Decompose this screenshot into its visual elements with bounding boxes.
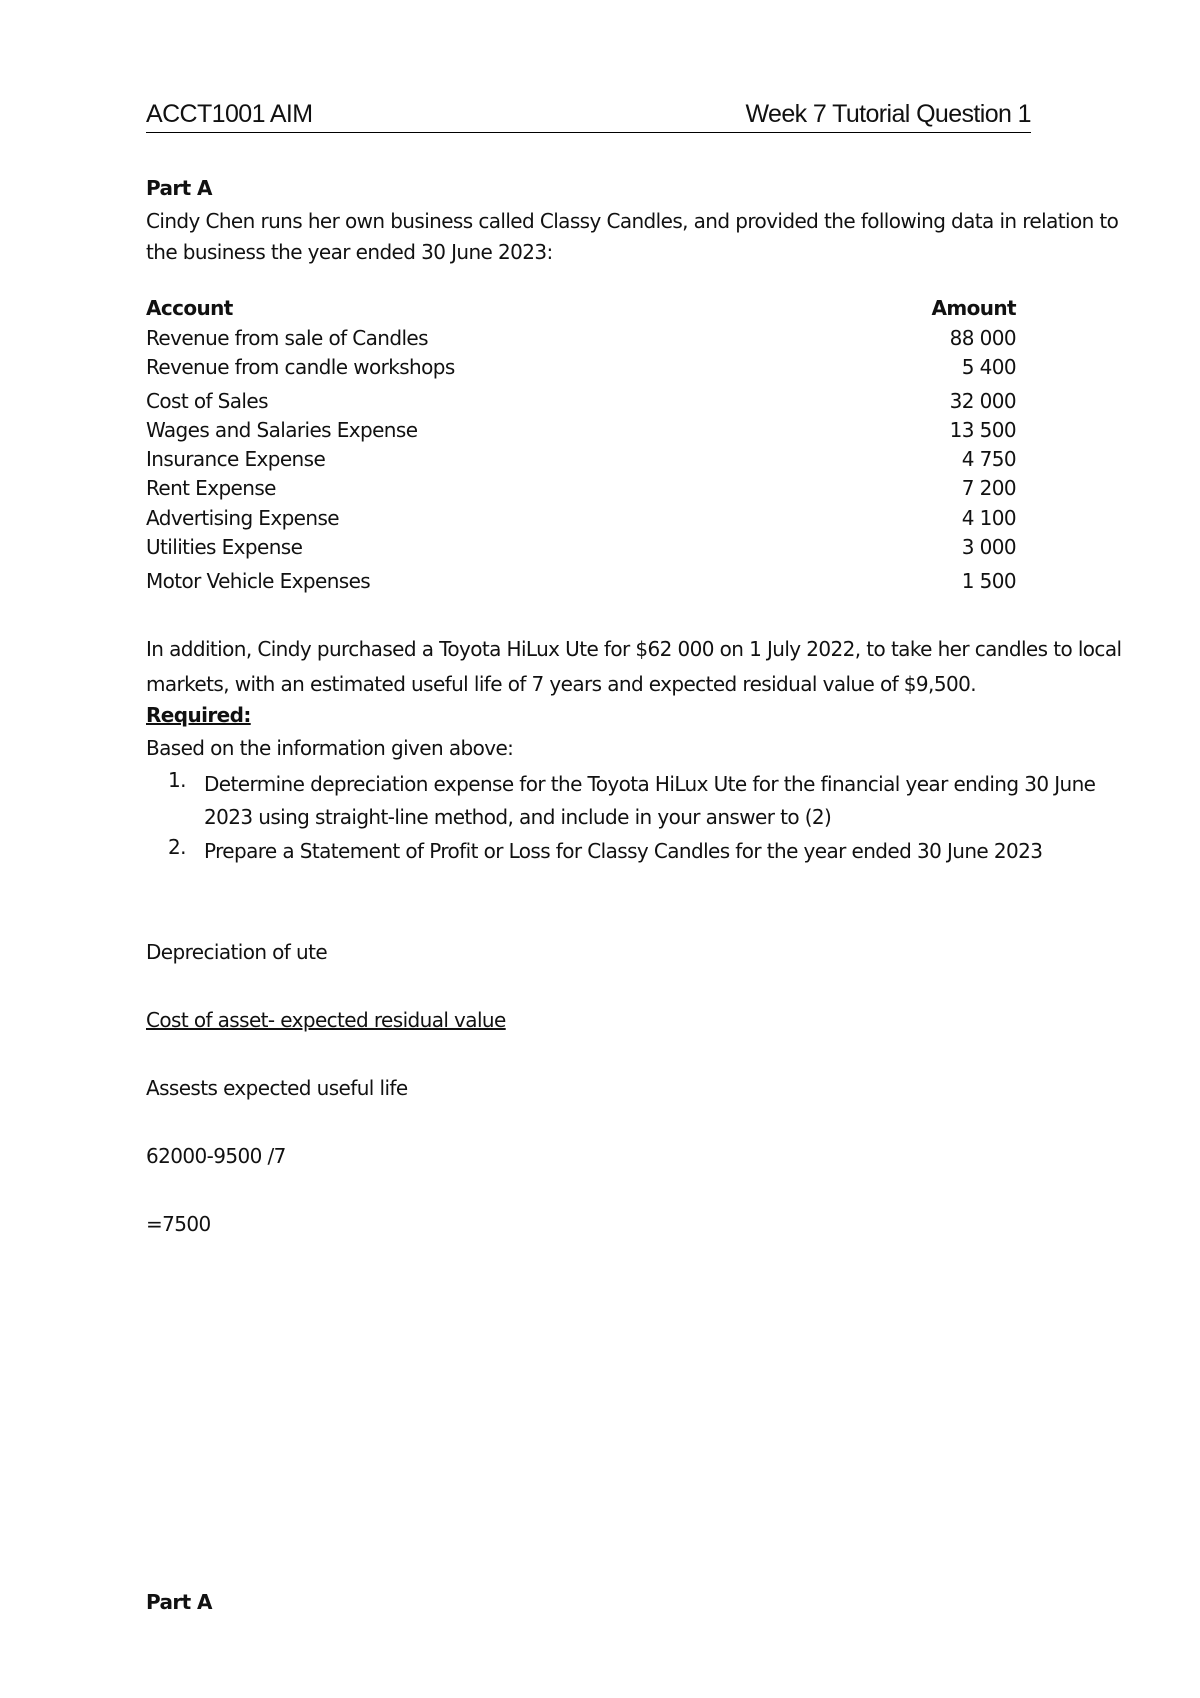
- formula-denominator: Assests expected useful life: [146, 1076, 408, 1100]
- account-amount: 4 750: [961, 447, 1016, 471]
- addition-paragraph: In addition, Cindy purchased a Toyota HiLux Ute for $62 000 on 1 July 2022, to take her candles to local markets, with an estimated useful life of 7 years and expected residual value of $9,500.: [146, 637, 1122, 696]
- account-amount: 1 500: [961, 569, 1016, 593]
- account-name: Cost of Sales: [146, 389, 268, 413]
- account-amount: 3 000: [961, 535, 1016, 559]
- table-row: [146, 476, 1016, 504]
- list-text: Prepare a Statement of Profit or Loss for Classy Candles for the year ended 30 June 2023: [204, 839, 1043, 863]
- account-name: Insurance Expense: [146, 447, 326, 471]
- course-code: ACCT1001 AIM: [146, 100, 313, 128]
- account-amount: 4 100: [961, 506, 1016, 530]
- page-header: [146, 100, 1031, 133]
- calculation: 62000-9500 /7: [146, 1144, 286, 1168]
- answer-title: Depreciation of ute: [146, 940, 328, 964]
- account-amount: 13 500: [949, 418, 1016, 442]
- table-row: [146, 535, 1016, 563]
- list-text: Determine depreciation expense for the Toyota HiLux Ute for the financial year ending 30 June 2023 using straight-line method, and include in your answer to (2): [204, 772, 1096, 829]
- table-row: [146, 447, 1016, 475]
- table-row: [146, 418, 1016, 446]
- table-header-row: [146, 296, 1016, 324]
- formula-numerator: Cost of asset- expected residual value: [146, 1008, 506, 1032]
- account-amount: 88 000: [949, 326, 1016, 350]
- required-label: Required:: [146, 703, 251, 727]
- intro-paragraph: Cindy Chen runs her own business called Classy Candles, and provided the following data in relation to the business the year ended 30 June 2023:: [146, 209, 1119, 264]
- list-number: 2.: [168, 835, 186, 859]
- column-header-amount: Amount: [931, 296, 1016, 320]
- table-row: [146, 569, 1016, 597]
- account-name: Wages and Salaries Expense: [146, 418, 418, 442]
- part-a-heading: Part A: [146, 176, 212, 200]
- required-lead: Based on the information given above:: [146, 736, 514, 760]
- account-name: Rent Expense: [146, 476, 276, 500]
- account-name: Motor Vehicle Expenses: [146, 569, 371, 593]
- table-row: [146, 506, 1016, 534]
- account-amount: 7 200: [961, 476, 1016, 500]
- table-row: [146, 389, 1016, 417]
- account-name: Utilities Expense: [146, 535, 303, 559]
- account-name: Revenue from candle workshops: [146, 355, 455, 379]
- table-row: [146, 326, 1016, 354]
- footer-part-a-heading: Part A: [146, 1590, 212, 1614]
- tutorial-title: Week 7 Tutorial Question 1: [745, 100, 1031, 128]
- account-name: Advertising Expense: [146, 506, 339, 530]
- list-number: 1.: [168, 768, 186, 792]
- account-name: Revenue from sale of Candles: [146, 326, 428, 350]
- table-row: [146, 355, 1016, 383]
- account-amount: 32 000: [949, 389, 1016, 413]
- column-header-account: Account: [146, 296, 233, 320]
- account-amount: 5 400: [961, 355, 1016, 379]
- calculation-result: =7500: [146, 1212, 211, 1236]
